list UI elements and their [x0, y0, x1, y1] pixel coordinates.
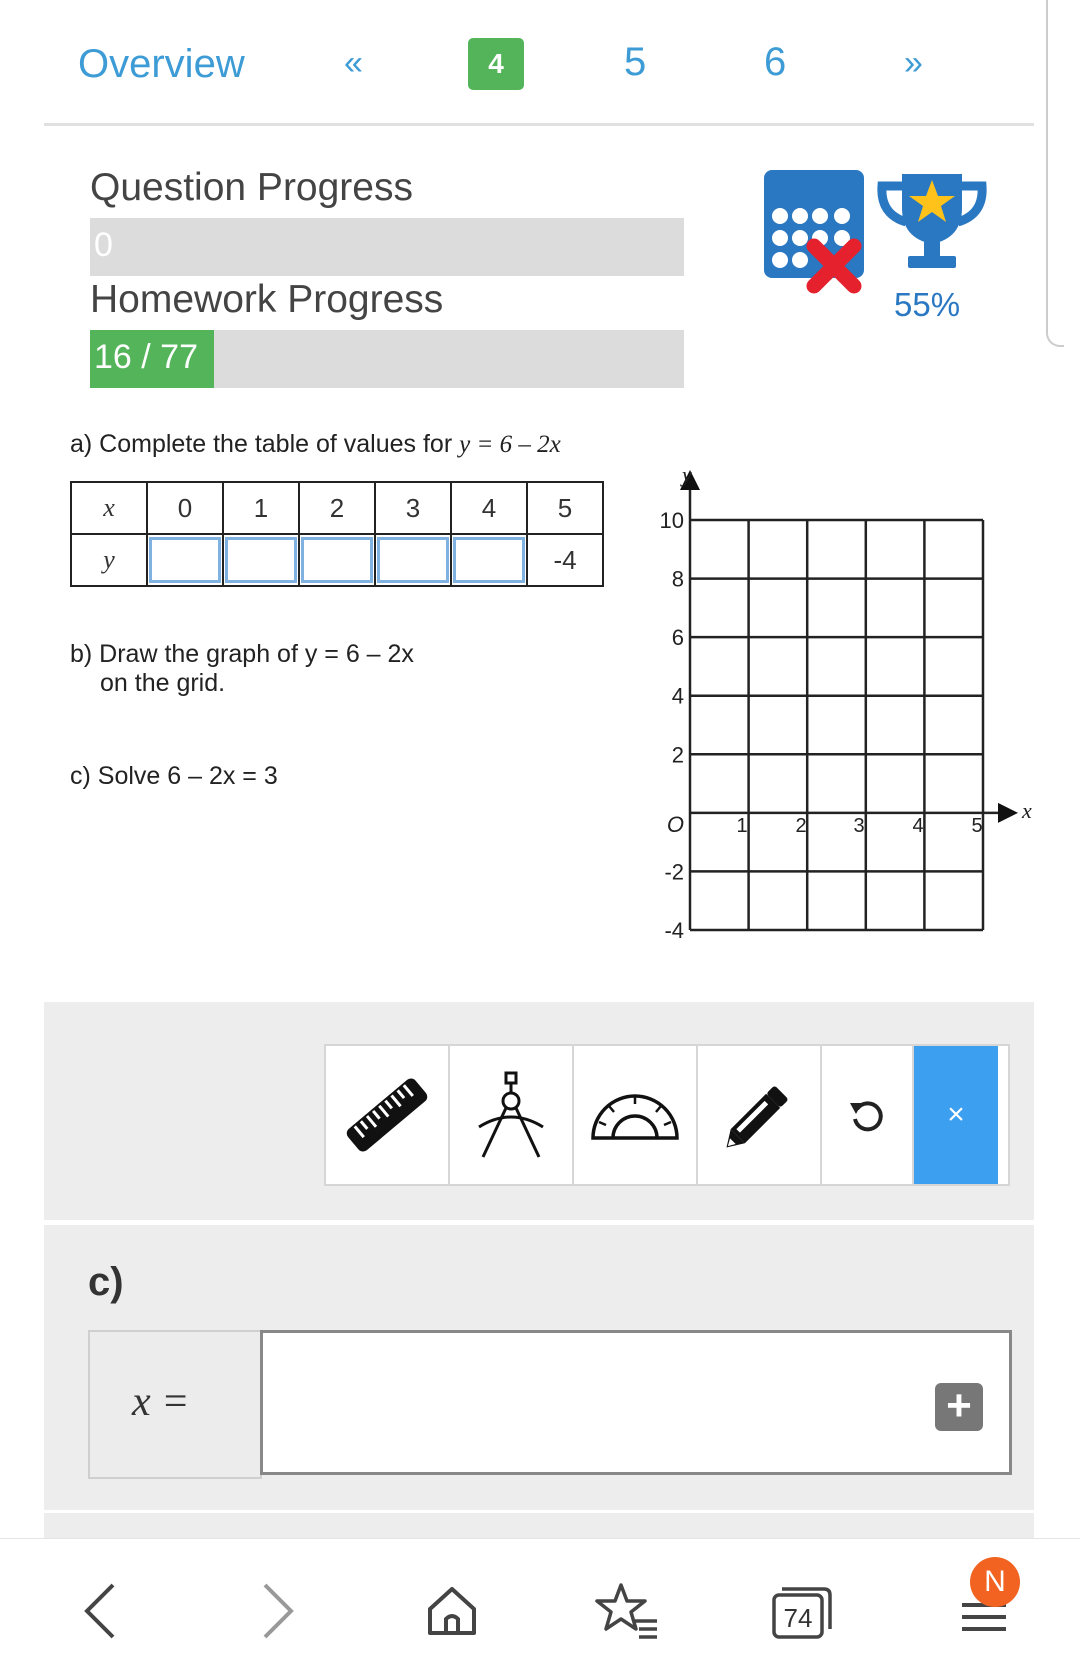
answer-input[interactable]: [260, 1330, 1012, 1475]
browser-back-button[interactable]: [60, 1571, 140, 1651]
y-cell: [375, 534, 451, 586]
y-cell: [147, 534, 223, 586]
answer-part-label: c): [88, 1260, 124, 1304]
undo-icon: [847, 1095, 887, 1135]
pencil-icon: [719, 1075, 799, 1155]
pencil-tool-button[interactable]: [698, 1046, 822, 1184]
y-tick-label: 6: [671, 625, 684, 651]
x-value: 1: [223, 482, 299, 534]
ruler-icon: [339, 1067, 435, 1163]
y-tick-label: 10: [659, 508, 684, 533]
homework-page: [14, 0, 1064, 1538]
overview-link[interactable]: Overview: [78, 42, 245, 86]
y-cell: [223, 534, 299, 586]
browser-bookmarks-button[interactable]: [588, 1571, 668, 1651]
coordinate-grid: [644, 460, 1044, 950]
y-cell: [451, 534, 527, 586]
y-input-box[interactable]: [225, 537, 297, 583]
y-input-box[interactable]: [377, 537, 449, 583]
back-arrow-icon: [75, 1581, 125, 1641]
drawing-toolbar: [324, 1044, 1010, 1186]
y-input-box[interactable]: [301, 537, 373, 583]
x-value: 4: [451, 482, 527, 534]
x-axis-arrow-icon: [998, 803, 1018, 823]
protractor-tool-button[interactable]: [574, 1046, 698, 1184]
x-value: 0: [147, 482, 223, 534]
origin-label: O: [666, 812, 684, 837]
browser-tabs-button[interactable]: [762, 1571, 842, 1651]
x-tick-label: 4: [912, 815, 924, 837]
pagination: [44, 30, 1044, 100]
tabs-icon: [770, 1581, 834, 1641]
answer-panel: [44, 1225, 1034, 1510]
part-a-equation: y = 6 – 2x: [459, 431, 561, 458]
part-a-text: [70, 430, 561, 459]
home-icon: [422, 1581, 482, 1641]
table-row-x: [71, 482, 603, 534]
x-value: 2: [299, 482, 375, 534]
drawing-tools-panel: [44, 1002, 1034, 1220]
compass-icon: [471, 1067, 551, 1163]
browser-home-button[interactable]: [412, 1571, 492, 1651]
y-cell: [299, 534, 375, 586]
y-tick-label: 4: [671, 683, 684, 709]
x-tick-label: 1: [736, 815, 748, 837]
x-tick-label: 5: [971, 815, 983, 837]
part-b-text: [70, 640, 414, 698]
x-value: 5: [527, 482, 603, 534]
undo-tool-button[interactable]: [822, 1046, 914, 1184]
grid-svg: [644, 460, 1044, 950]
y-tick-label: 2: [671, 742, 684, 768]
part-b-line2: on the grid.: [100, 669, 226, 697]
tab-count: 74: [783, 1603, 813, 1633]
page-4-current[interactable]: 4: [468, 38, 524, 90]
part-b-line1: b) Draw the graph of y = 6 – 2x: [70, 640, 414, 668]
add-icon[interactable]: +: [935, 1383, 983, 1431]
y-tick-label: -2: [664, 859, 684, 885]
question-progress-label: Question Progress: [90, 166, 413, 209]
y-value: -4: [527, 534, 603, 586]
page-scroll-edge: [1046, 0, 1064, 347]
x-tick-label: 2: [795, 815, 807, 837]
y-tick-label: 8: [671, 566, 684, 592]
prev-page-button[interactable]: «: [344, 44, 363, 82]
star-list-icon: [595, 1581, 661, 1641]
close-tools-button[interactable]: ×: [914, 1046, 998, 1184]
trophy-icon: [872, 166, 992, 276]
question-progress-value: 0: [94, 226, 113, 264]
protractor-icon: [587, 1080, 683, 1150]
score-percent: 55%: [894, 286, 961, 323]
nav-divider: [44, 123, 1034, 126]
answer-lhs-label: x =: [132, 1379, 190, 1425]
y-input-box[interactable]: [453, 537, 525, 583]
table-of-values: [70, 481, 604, 587]
x-header: x: [71, 482, 147, 534]
x-value: 3: [375, 482, 451, 534]
next-page-button[interactable]: »: [904, 44, 923, 82]
question-progress-bar: [90, 218, 684, 276]
forward-arrow-icon: [253, 1581, 303, 1641]
table-row-y: [71, 534, 603, 586]
compass-tool-button[interactable]: [450, 1046, 574, 1184]
part-a-prefix: a) Complete the table of values for: [70, 430, 460, 458]
part-c-text: c) Solve 6 – 2x = 3: [70, 762, 278, 790]
notification-badge: N: [970, 1557, 1020, 1607]
page-5-link[interactable]: 5: [624, 40, 647, 84]
y-tick-label: -4: [664, 918, 684, 943]
y-header: y: [71, 534, 147, 586]
x-tick-label: 3: [853, 815, 865, 837]
y-axis-label: y: [682, 462, 692, 487]
y-input-box[interactable]: [149, 537, 221, 583]
page-6-link[interactable]: 6: [764, 40, 787, 84]
browser-forward-button[interactable]: [238, 1571, 318, 1651]
homework-progress-label: Homework Progress: [90, 278, 444, 321]
panel-divider: [44, 1513, 1034, 1538]
x-axis-label: x: [1022, 798, 1032, 823]
homework-progress-bar: [90, 330, 684, 388]
ruler-tool-button[interactable]: [326, 1046, 450, 1184]
homework-progress-value: 16 / 77: [94, 338, 198, 376]
answer-lhs: [88, 1330, 262, 1479]
browser-toolbar: [0, 1538, 1080, 1677]
